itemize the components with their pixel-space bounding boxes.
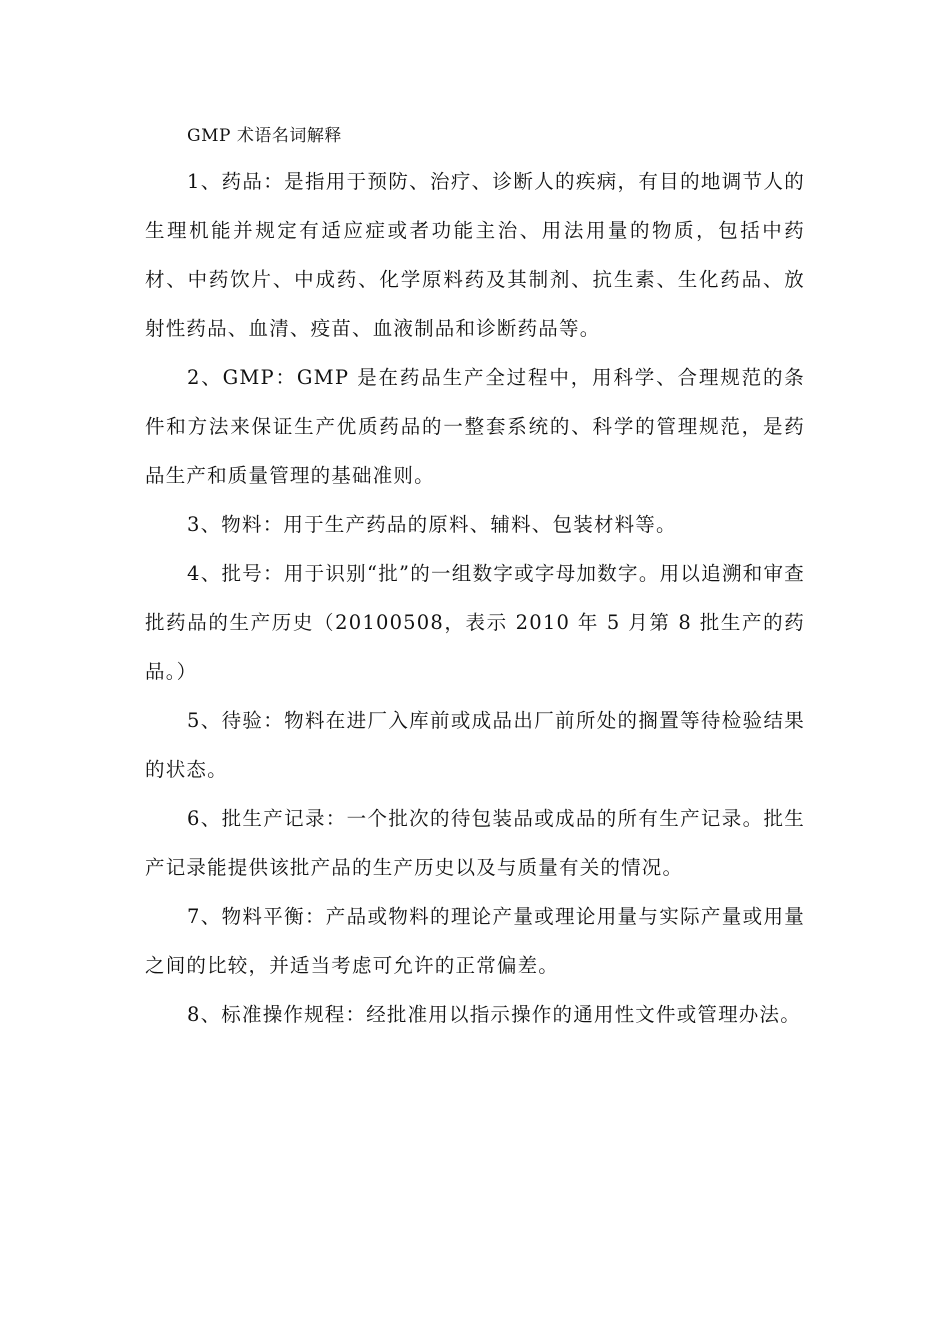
definition-materials: 3、物料：用于生产药品的原料、辅料、包装材料等。 xyxy=(187,513,677,536)
definition-sop: 8、标准操作规程：经批准用以指示操作的通用性文件或管理办法。 xyxy=(187,1003,801,1026)
definition-material-balance: 7、物料平衡：产品或物料的理论产量或理论用量与实际产量或用量之间的比较，并适当考虑可允许的正常偏差。 xyxy=(145,905,805,977)
document-body xyxy=(145,116,805,1039)
definition-quarantine: 5、待验：物料在进厂入库前或成品出厂前所处的搁置等待检验结果的状态。 xyxy=(145,709,805,781)
definition-drug: 1、药品：是指用于预防、治疗、诊断人的疾病，有目的地调节人的生理机能并规定有适应症或者功能主治、用法用量的物质，包括中药材、中药饮片、中成药、化学原料药及其制剂、抗生素、生化药品、放射性药品、血清、疫苗、血液制品和诊断药品等。 xyxy=(145,170,805,340)
document-title: GMP 术语名词解释 xyxy=(187,126,342,146)
definition-gmp: 2、GMP：GMP 是在药品生产全过程中，用科学、合理规范的条件和方法来保证生产优质药品的一整套系统的、科学的管理规范，是药品生产和质量管理的基础准则。 xyxy=(145,366,805,487)
definition-batch-record: 6、批生产记录：一个批次的待包装品或成品的所有生产记录。批生产记录能提供该批产品的生产历史以及与质量有关的情况。 xyxy=(145,807,805,879)
definition-batch-number: 4、批号：用于识别“批”的一组数字或字母加数字。用以追溯和审查批药品的生产历史（20100508，表示 2010 年 5 月第 8 批生产的药品。） xyxy=(145,562,805,683)
